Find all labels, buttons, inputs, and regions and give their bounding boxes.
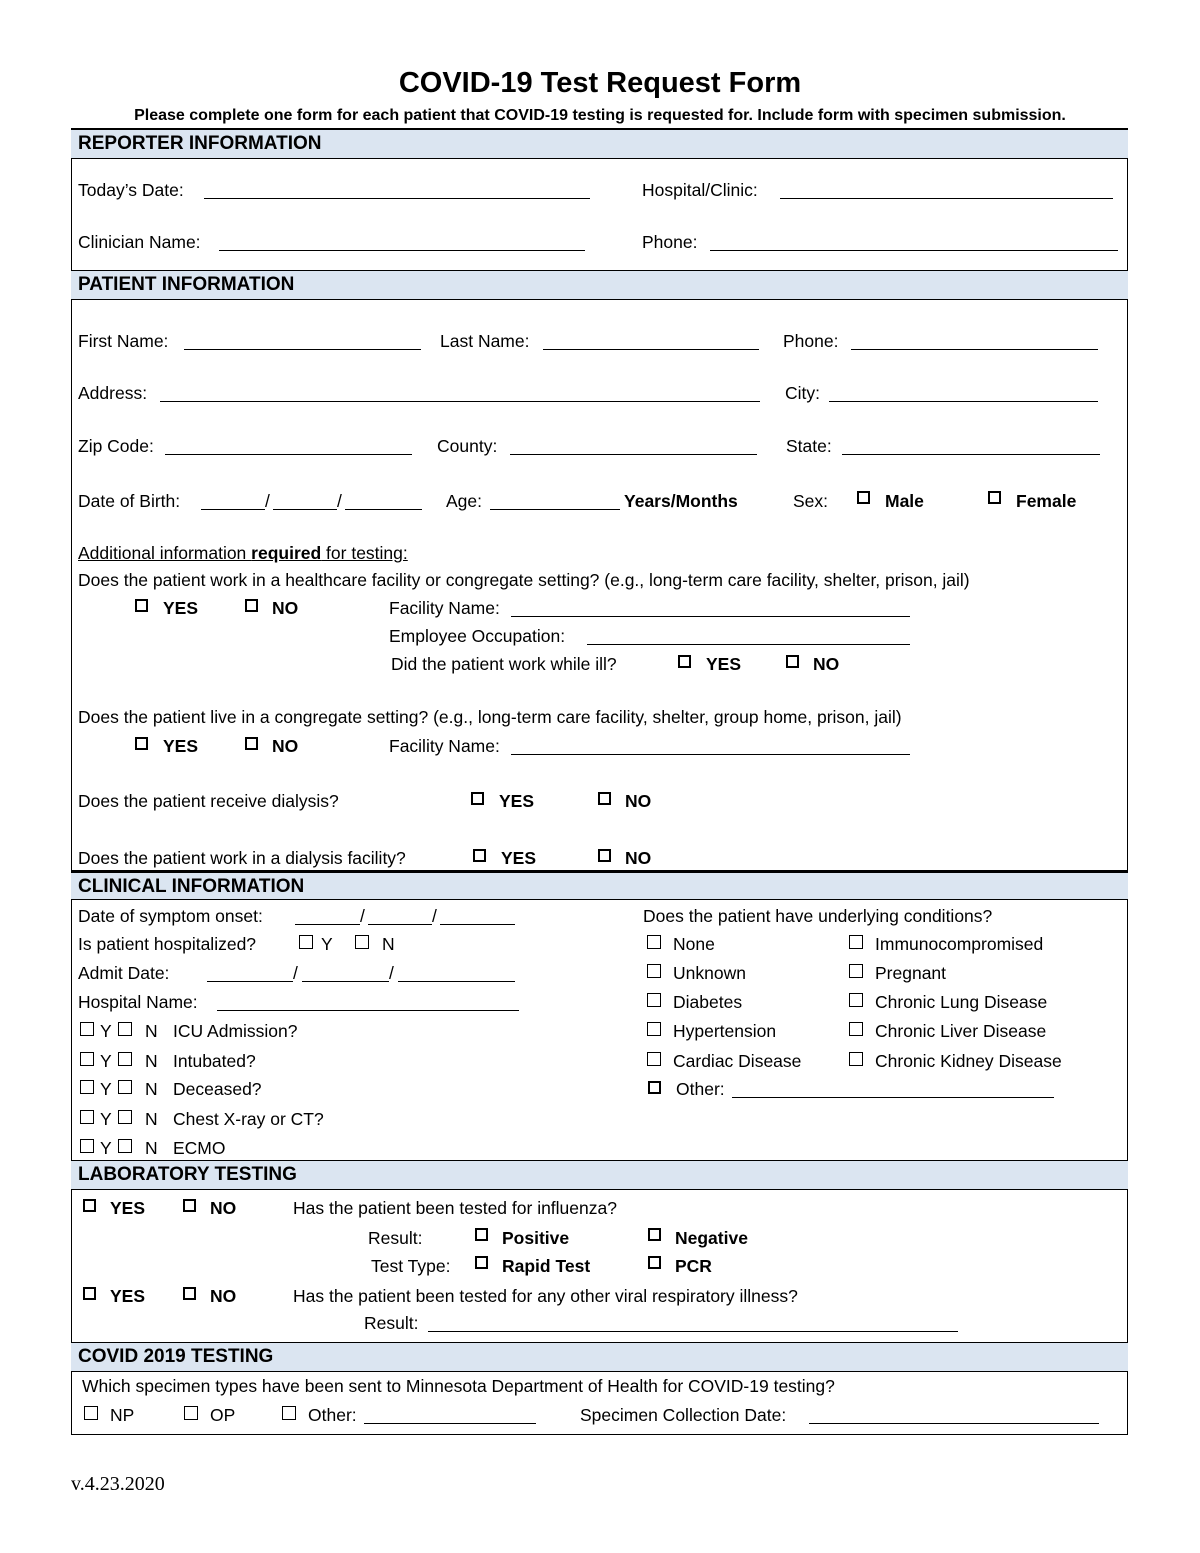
date-separator: / (389, 963, 394, 983)
condition-label: None (673, 934, 715, 954)
date-separator: / (293, 963, 298, 983)
male-checkbox[interactable] (857, 491, 870, 504)
collection-date-field[interactable] (809, 1423, 1099, 1424)
years-months-label: Years/Months (624, 491, 738, 511)
condition-checkbox[interactable] (647, 993, 661, 1007)
other-viral-no-checkbox[interactable] (183, 1287, 196, 1300)
work-facility-name-label: Facility Name: (389, 598, 500, 618)
test-type-label: Test Type: (371, 1256, 451, 1276)
np-label: NP (110, 1405, 135, 1425)
reporter-phone-label: Phone: (642, 232, 698, 252)
work-healthcare-question: Does the patient work in a healthcare facility or congregate setting? (e.g., long-term care facility, shelter, prison, jail) (78, 570, 970, 590)
hospitalized-y-checkbox[interactable] (299, 935, 313, 949)
reporter-section-header: REPORTER INFORMATION (71, 129, 1128, 159)
dob-day-field[interactable] (273, 509, 337, 510)
n-label: N (145, 1079, 158, 1099)
yes-label: YES (110, 1198, 146, 1218)
clinician-name-label: Clinician Name: (78, 232, 201, 252)
no-label: NO (625, 791, 652, 811)
hospital-clinic-field[interactable] (780, 198, 1113, 199)
live-congregate-no-checkbox[interactable] (245, 737, 258, 750)
yes-label: YES (501, 848, 537, 868)
yn-n-checkbox[interactable] (118, 1080, 132, 1094)
work-healthcare-yes-checkbox[interactable] (135, 599, 148, 612)
yes-label: YES (163, 598, 199, 618)
condition-checkbox[interactable] (647, 964, 661, 978)
hospital-clinic-label: Hospital/Clinic: (642, 180, 758, 200)
negative-label: Negative (675, 1228, 748, 1248)
specimen-question: Which specimen types have been sent to Minnesota Department of Health for COVID-19 testing? (82, 1376, 835, 1396)
date-separator: / (360, 906, 365, 926)
dob-separator: / (265, 491, 270, 511)
yn-n-checkbox[interactable] (118, 1110, 132, 1124)
yes-label: YES (706, 654, 742, 674)
condition-other-checkbox[interactable] (648, 1081, 661, 1094)
no-label: NO (813, 654, 840, 674)
condition-other-label: Other: (676, 1079, 725, 1099)
y-label: Y (100, 1109, 112, 1129)
specimen-np-checkbox[interactable] (84, 1406, 98, 1420)
hospitalized-n-checkbox[interactable] (355, 935, 369, 949)
dialysis-yes-checkbox[interactable] (471, 792, 484, 805)
work-while-ill-yes-checkbox[interactable] (678, 655, 691, 668)
result-positive-checkbox[interactable] (475, 1228, 488, 1241)
condition-checkbox[interactable] (849, 935, 863, 949)
work-facility-name-field[interactable] (511, 616, 910, 617)
live-congregate-yes-checkbox[interactable] (135, 737, 148, 750)
work-healthcare-no-checkbox[interactable] (245, 599, 258, 612)
dialysis-no-checkbox[interactable] (598, 792, 611, 805)
yn-item-label: ECMO (173, 1138, 226, 1158)
date-separator: / (432, 906, 437, 926)
hospitalized-label: Is patient hospitalized? (78, 934, 257, 954)
condition-label: Unknown (673, 963, 746, 983)
employee-occupation-label: Employee Occupation: (389, 626, 566, 646)
other-viral-yes-checkbox[interactable] (83, 1287, 96, 1300)
form-version: v.4.23.2020 (71, 1473, 165, 1495)
last-name-label: Last Name: (440, 331, 530, 351)
zip-code-field[interactable] (165, 454, 412, 455)
condition-checkbox[interactable] (647, 935, 661, 949)
pcr-label: PCR (675, 1256, 712, 1276)
clinical-section-header: CLINICAL INFORMATION (71, 870, 1128, 900)
other-viral-result-label: Result: (364, 1313, 419, 1333)
county-field[interactable] (510, 454, 757, 455)
yn-y-checkbox[interactable] (80, 1080, 94, 1094)
yn-item-label: Deceased? (173, 1079, 262, 1099)
lab-section-header: LABORATORY TESTING (71, 1160, 1128, 1190)
female-label: Female (1016, 491, 1077, 511)
yes-label: YES (499, 791, 535, 811)
condition-checkbox[interactable] (647, 1022, 661, 1036)
yn-n-checkbox[interactable] (118, 1022, 132, 1036)
no-label: NO (272, 598, 299, 618)
first-name-label: First Name: (78, 331, 169, 351)
result-negative-checkbox[interactable] (648, 1228, 661, 1241)
no-label: NO (210, 1286, 237, 1306)
symptom-onset-day-field[interactable] (368, 924, 432, 925)
y-label: Y (100, 1138, 112, 1158)
hospital-name-label: Hospital Name: (78, 992, 198, 1012)
yn-n-checkbox[interactable] (118, 1052, 132, 1066)
work-dialysis-question: Does the patient work in a dialysis facility? (78, 848, 406, 868)
live-facility-name-field[interactable] (511, 754, 910, 755)
no-label: NO (625, 848, 652, 868)
condition-label: Cardiac Disease (673, 1051, 802, 1071)
no-label: NO (272, 736, 299, 756)
age-label: Age: (446, 491, 482, 511)
yn-n-checkbox[interactable] (118, 1139, 132, 1153)
condition-other-field[interactable] (732, 1097, 1054, 1098)
employee-occupation-field[interactable] (587, 644, 910, 645)
influenza-result-label: Result: (368, 1228, 423, 1248)
patient-phone-field[interactable] (851, 349, 1098, 350)
y-label: Y (100, 1051, 112, 1071)
specimen-op-checkbox[interactable] (184, 1406, 198, 1420)
first-name-field[interactable] (184, 349, 421, 350)
rapid-test-label: Rapid Test (502, 1256, 591, 1276)
age-field[interactable] (490, 509, 620, 510)
condition-label: Chronic Liver Disease (875, 1021, 1047, 1041)
condition-label: Immunocompromised (875, 934, 1044, 954)
condition-checkbox[interactable] (849, 993, 863, 1007)
city-field[interactable] (829, 401, 1098, 402)
influenza-tested-yes-checkbox[interactable] (83, 1199, 96, 1212)
specimen-other-field[interactable] (364, 1423, 536, 1424)
condition-label: Diabetes (673, 992, 743, 1012)
live-facility-name-label: Facility Name: (389, 736, 500, 756)
reporter-phone-field[interactable] (710, 250, 1118, 251)
yn-item-label: Intubated? (173, 1051, 256, 1071)
address-field[interactable] (160, 401, 760, 402)
additional-info-heading: Additional information required for testing: (78, 543, 408, 563)
sex-label: Sex: (793, 491, 829, 511)
clinician-name-field[interactable] (219, 250, 585, 251)
dob-year-field[interactable] (345, 509, 422, 510)
n-label: N (145, 1109, 158, 1129)
yn-item-label: ICU Admission? (173, 1021, 298, 1041)
form-frame (71, 128, 1128, 1435)
n-label: N (382, 934, 395, 954)
last-name-field[interactable] (543, 349, 759, 350)
work-dialysis-yes-checkbox[interactable] (473, 849, 486, 862)
conditions-question: Does the patient have underlying conditions? (643, 906, 993, 926)
yn-item-label: Chest X-ray or CT? (173, 1109, 324, 1129)
condition-label: Chronic Kidney Disease (875, 1051, 1062, 1071)
condition-checkbox[interactable] (647, 1052, 661, 1066)
other-viral-result-field[interactable] (428, 1331, 958, 1332)
yn-y-checkbox[interactable] (80, 1052, 94, 1066)
patient-phone-label: Phone: (783, 331, 839, 351)
condition-label: Pregnant (875, 963, 947, 983)
condition-checkbox[interactable] (849, 964, 863, 978)
influenza-question: Has the patient been tested for influenza? (293, 1198, 617, 1218)
y-label: Y (100, 1021, 112, 1041)
condition-checkbox[interactable] (849, 1022, 863, 1036)
form-subtitle: Please complete one form for each patient that COVID-19 testing is requested for. Include form with specimen submission. (134, 107, 1066, 124)
female-checkbox[interactable] (988, 491, 1001, 504)
county-label: County: (437, 436, 498, 456)
condition-label: Chronic Lung Disease (875, 992, 1048, 1012)
n-label: N (145, 1021, 158, 1041)
dob-separator: / (337, 491, 342, 511)
pcr-checkbox[interactable] (648, 1256, 661, 1269)
condition-checkbox[interactable] (849, 1052, 863, 1066)
admit-date-month-field[interactable] (207, 981, 293, 982)
specimen-other-checkbox[interactable] (282, 1406, 296, 1420)
symptom-onset-year-field[interactable] (440, 924, 515, 925)
y-label: Y (321, 934, 333, 954)
state-field[interactable] (842, 454, 1100, 455)
collection-date-label: Specimen Collection Date: (580, 1405, 787, 1425)
specimen-other-label: Other: (308, 1405, 357, 1425)
y-label: Y (100, 1079, 112, 1099)
hospital-name-field[interactable] (217, 1010, 519, 1011)
address-label: Address: (78, 383, 148, 403)
yn-y-checkbox[interactable] (80, 1139, 94, 1153)
symptom-onset-month-field[interactable] (295, 924, 360, 925)
patient-section-header: PATIENT INFORMATION (71, 270, 1128, 300)
admit-date-year-field[interactable] (398, 981, 515, 982)
yes-label: YES (163, 736, 199, 756)
no-label: NO (210, 1198, 237, 1218)
rapid-test-checkbox[interactable] (475, 1256, 488, 1269)
work-while-ill-question: Did the patient work while ill? (391, 654, 617, 674)
work-dialysis-no-checkbox[interactable] (598, 849, 611, 862)
dob-label: Date of Birth: (78, 491, 181, 511)
influenza-tested-no-checkbox[interactable] (183, 1199, 196, 1212)
condition-label: Hypertension (673, 1021, 777, 1041)
admit-date-label: Admit Date: (78, 963, 170, 983)
yn-y-checkbox[interactable] (80, 1022, 94, 1036)
op-label: OP (210, 1405, 236, 1425)
live-congregate-question: Does the patient live in a congregate setting? (e.g., long-term care facility, shelter, group home, prison, jail) (78, 707, 902, 727)
form-title: COVID-19 Test Request Form (398, 67, 802, 99)
todays-date-label: Today’s Date: (78, 180, 184, 200)
dob-month-field[interactable] (201, 509, 265, 510)
positive-label: Positive (502, 1228, 570, 1248)
zip-code-label: Zip Code: (78, 436, 154, 456)
todays-date-field[interactable] (204, 198, 590, 199)
city-label: City: (785, 383, 820, 403)
yes-label: YES (110, 1286, 146, 1306)
covid-section-header: COVID 2019 TESTING (71, 1342, 1128, 1372)
admit-date-day-field[interactable] (302, 981, 389, 982)
dialysis-question: Does the patient receive dialysis? (78, 791, 339, 811)
male-label: Male (885, 491, 924, 511)
yn-y-checkbox[interactable] (80, 1110, 94, 1124)
other-viral-question: Has the patient been tested for any other viral respiratory illness? (293, 1286, 798, 1306)
state-label: State: (786, 436, 832, 456)
n-label: N (145, 1138, 158, 1158)
n-label: N (145, 1051, 158, 1071)
work-while-ill-no-checkbox[interactable] (786, 655, 799, 668)
symptom-onset-label: Date of symptom onset: (78, 906, 263, 926)
